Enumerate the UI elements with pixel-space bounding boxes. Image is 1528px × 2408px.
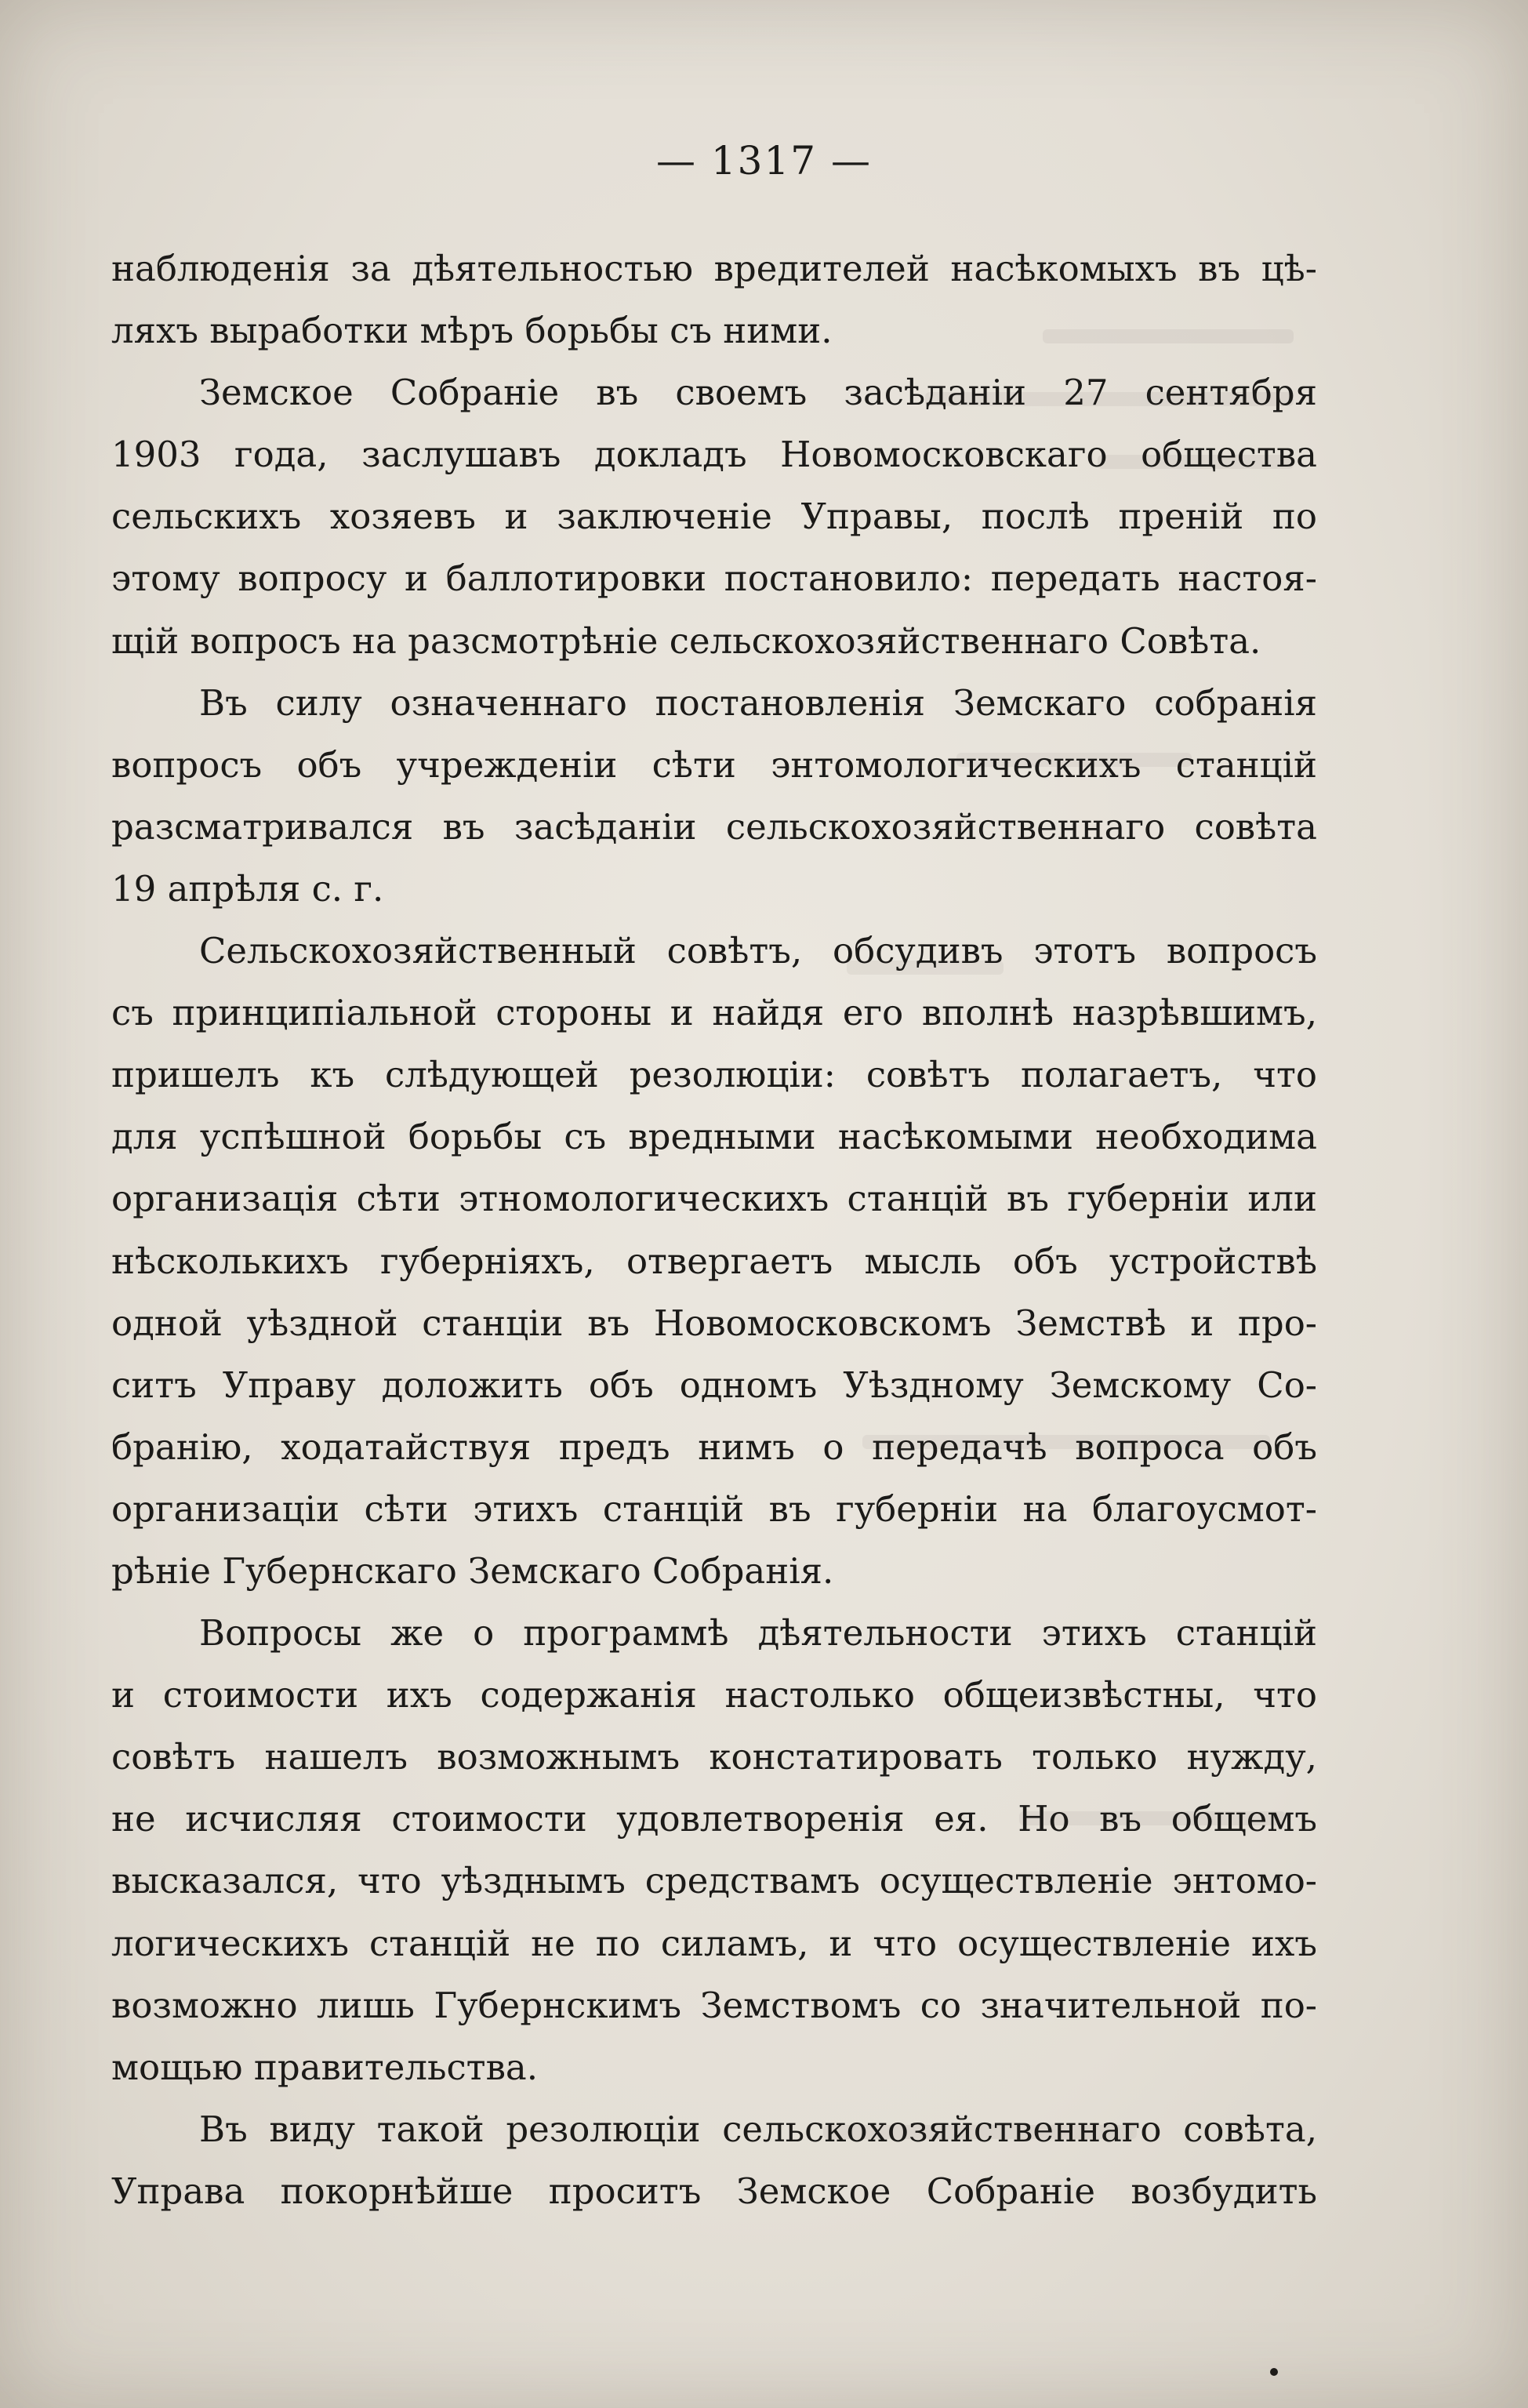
text-line: 19 апрѣля с. г.: [111, 867, 384, 910]
text-line: разсматривался въ засѣданіи сельскохозяйственнаго совѣта: [111, 805, 1317, 848]
text-line: Въ виду такой резолюціи сельскохозяйственнаго совѣта,: [199, 2108, 1317, 2150]
text-line: вопросъ объ учрежденіи сѣти энтомологическихъ станцій: [111, 743, 1317, 786]
text-line: этому вопросу и баллотировки постановило: передать настоя-: [111, 558, 1317, 600]
text-line: щій вопросъ на разсмотрѣніе сельскохозяйственнаго Совѣта.: [111, 619, 1261, 662]
page-number: — 1317 —: [655, 138, 873, 183]
text-line: Сельскохозяйственный совѣтъ, обсудивъ этотъ вопросъ: [199, 930, 1317, 972]
text-line: пришелъ къ слѣдующей резолюціи: совѣтъ полагаетъ, что: [111, 1054, 1317, 1096]
text-line: наблюденія за дѣятельностью вредителей насѣкомыхъ въ цѣ-: [111, 248, 1317, 289]
text-line: Земское Собраніе въ своемъ засѣданіи 27 сентября: [199, 372, 1317, 414]
text-line: съ принципіальной стороны и найдя его вполнѣ назрѣвшимъ,: [111, 992, 1317, 1034]
body-text: [111, 238, 1317, 2222]
text-line: ляхъ выработки мѣръ борьбы съ ними.: [111, 310, 833, 352]
text-line: организаціи сѣти этихъ станцій въ губерніи на благоусмот-: [111, 1487, 1317, 1530]
text-line: нѣсколькихъ губерніяхъ, отвергаетъ мысль объ устройствѣ: [111, 1240, 1317, 1282]
text-line: для успѣшной борьбы съ вредными насѣкомыми необходима: [111, 1116, 1317, 1158]
text-line: бранію, ходатайствуя предъ нимъ о передачѣ вопроса объ: [111, 1426, 1317, 1468]
text-line: ситъ Управу доложить объ одномъ Уѣздному Земскому Со-: [111, 1364, 1317, 1406]
text-line: логическихъ станцій не по силамъ, и что осуществленіе ихъ: [111, 1922, 1317, 1964]
text-line: одной уѣздной станціи въ Новомосковскомъ Земствѣ и про-: [111, 1302, 1317, 1344]
text-line: не исчисляя стоимости удовлетворенія ея. Но въ общемъ: [111, 1798, 1317, 1840]
text-line: сельскихъ хозяевъ и заключеніе Управы, послѣ преній по: [111, 496, 1317, 538]
text-line: рѣніе Губернскаго Земскаго Собранія.: [111, 1549, 834, 1592]
text-line: мощью правительства.: [111, 2046, 539, 2088]
text-line: Вопросы же о программѣ дѣятельности этихъ станцій: [199, 1612, 1317, 1654]
text-line: высказался, что уѣзднымъ средствамъ осуществленіе энтомо-: [111, 1860, 1317, 1902]
ink-speck: [1270, 2368, 1278, 2376]
text-line: 1903 года, заслушавъ докладъ Новомосковскаго общества: [111, 434, 1317, 476]
text-line: возможно лишь Губернскимъ Земствомъ со значительной по-: [111, 1984, 1317, 2026]
text-line: и стоимости ихъ содержанія настолько общеизвѣстны, что: [111, 1674, 1317, 1716]
text-line: совѣтъ нашелъ возможнымъ констатировать только нужду,: [111, 1736, 1317, 1778]
text-line: Въ силу означеннаго постановленія Земскаго собранія: [199, 681, 1317, 724]
text-line: организація сѣти этномологическихъ станцій въ губерніи или: [111, 1178, 1317, 1220]
text-line: Управа покорнѣйше проситъ Земское Собраніе возбудить: [111, 2170, 1317, 2212]
